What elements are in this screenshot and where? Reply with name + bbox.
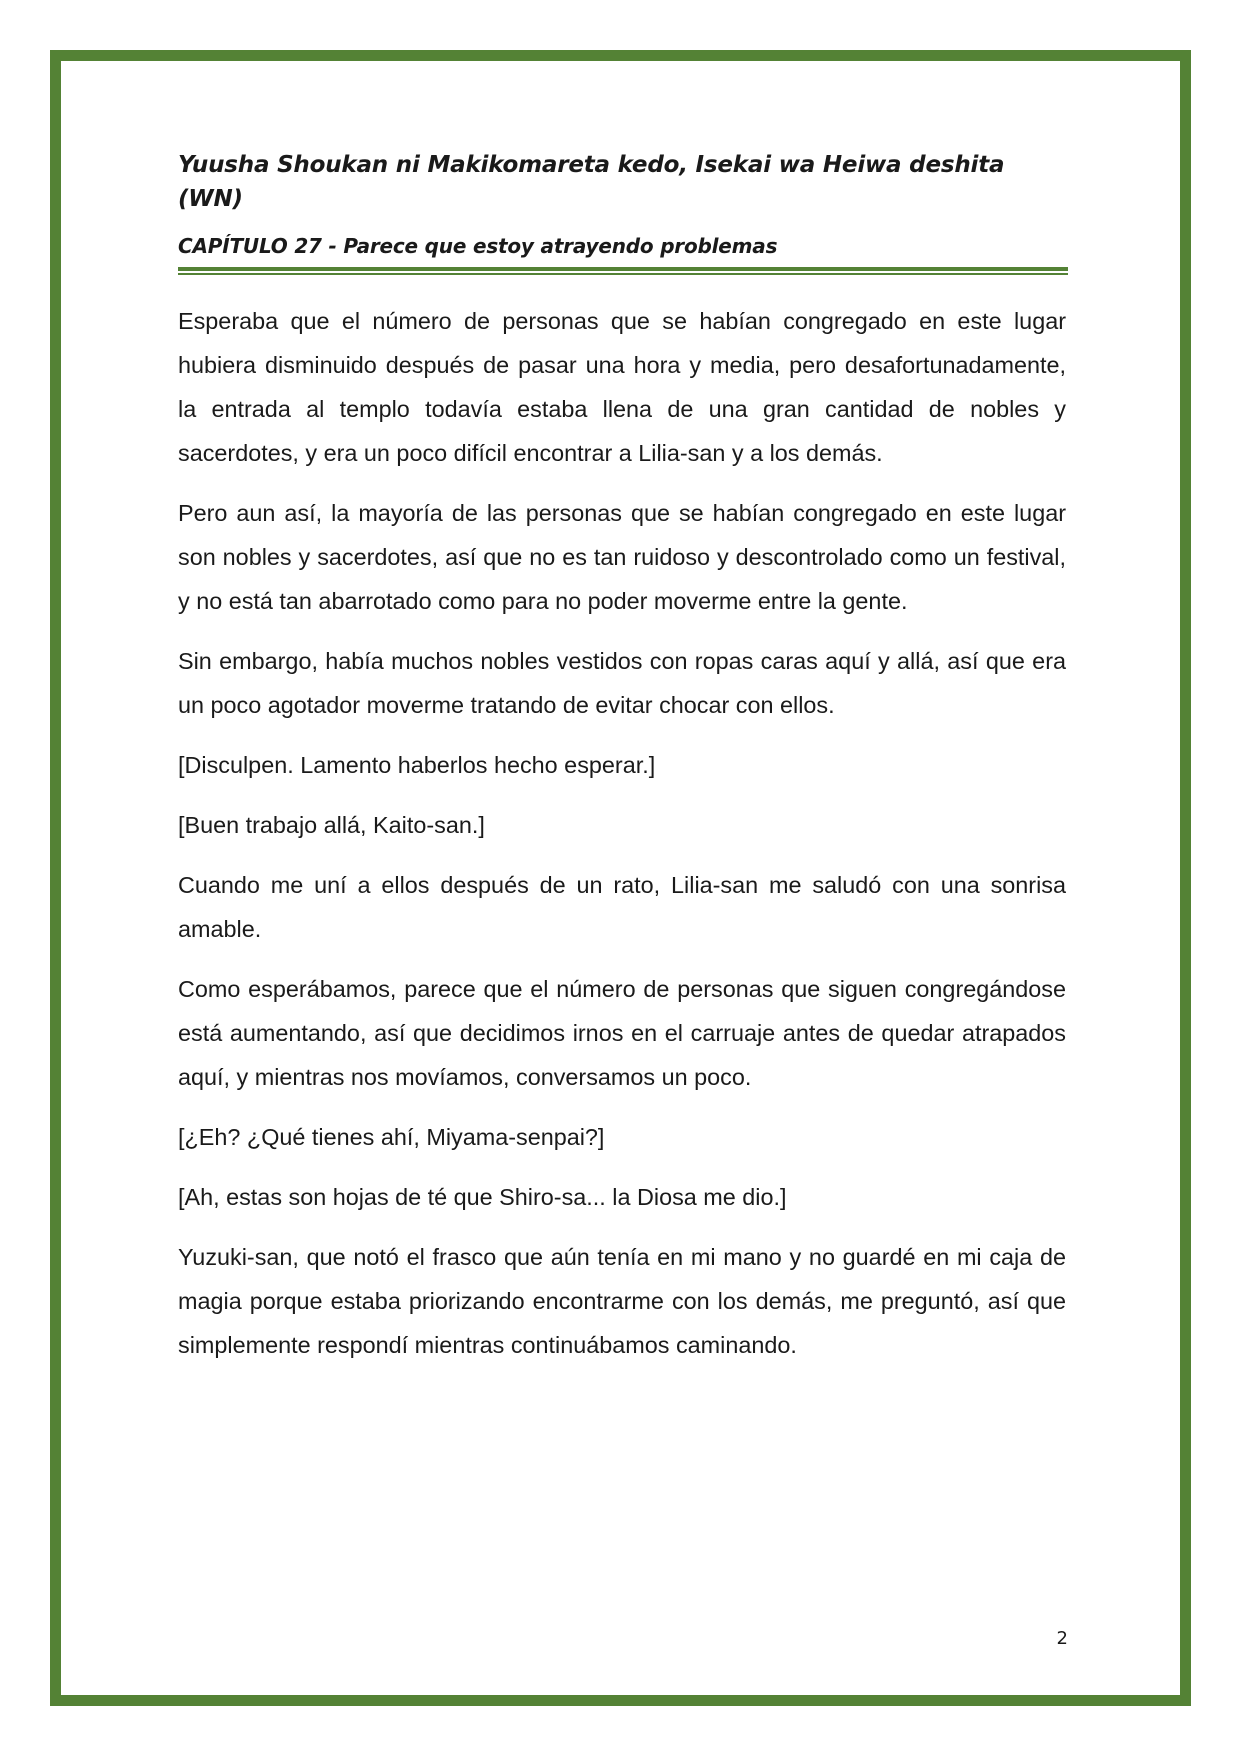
- paragraph-5: Como esperábamos, parece que el número de personas que siguen congregándose está aumentando, así que decidimos irnos en el carruaje antes de quedar atrapados aquí, y mientras nos movíamos, conversamos un poco.: [178, 976, 1066, 1090]
- paragraph-1: Esperaba que el número de personas que se habían congregado en este lugar hubiera disminuido después de pasar una hora y media, pero desafortunadamente, la entrada al templo todavía estaba llena de una gran cantidad de nobles y sacerdotes, y era un poco difícil encontrar a Lilia-san y a los demás.: [178, 308, 1066, 466]
- paragraph-4: Cuando me uní a ellos después de un rato, Lilia-san me saludó con una sonrisa amable.: [178, 872, 1066, 942]
- header-divider-thick: [178, 267, 1068, 271]
- page-number: 2: [1056, 1628, 1068, 1649]
- paragraph-6: Yuzuki-san, que notó el frasco que aún tenía en mi mano y no guardé en mi caja de magia porque estaba priorizando encontrarme con los demás, me preguntó, así que simplemente respondí mientras continuábamos caminando.: [178, 1244, 1066, 1358]
- body-text: [178, 299, 1066, 1367]
- book-title: Yuusha Shoukan ni Makikomareta kedo, Isekai wa Heiwa deshita (WN): [178, 152, 1005, 212]
- dialogue-2: [Buen trabajo allá, Kaito-san.]: [178, 812, 485, 838]
- dialogue-3: [¿Eh? ¿Qué tienes ahí, Miyama-senpai?]: [178, 1124, 605, 1150]
- paragraph-2: Pero aun así, la mayoría de las personas que se habían congregado en este lugar son nobles y sacerdotes, así que no es tan ruidoso y descontrolado como un festival, y no está tan abarrotado como para no poder moverme entre la gente.: [178, 500, 1066, 614]
- document-content: [178, 148, 1066, 1383]
- header-divider-thin: [178, 273, 1068, 275]
- dialogue-4: [Ah, estas son hojas de té que Shiro-sa... la Diosa me dio.]: [178, 1184, 787, 1210]
- paragraph-3: Sin embargo, había muchos nobles vestidos con ropas caras aquí y allá, así que era un poco agotador moverme tratando de evitar chocar con ellos.: [178, 648, 1066, 718]
- dialogue-1: [Disculpen. Lamento haberlos hecho esperar.]: [178, 752, 656, 778]
- chapter-title: CAPÍTULO 27 - Parece que estoy atrayendo problemas: [178, 234, 778, 258]
